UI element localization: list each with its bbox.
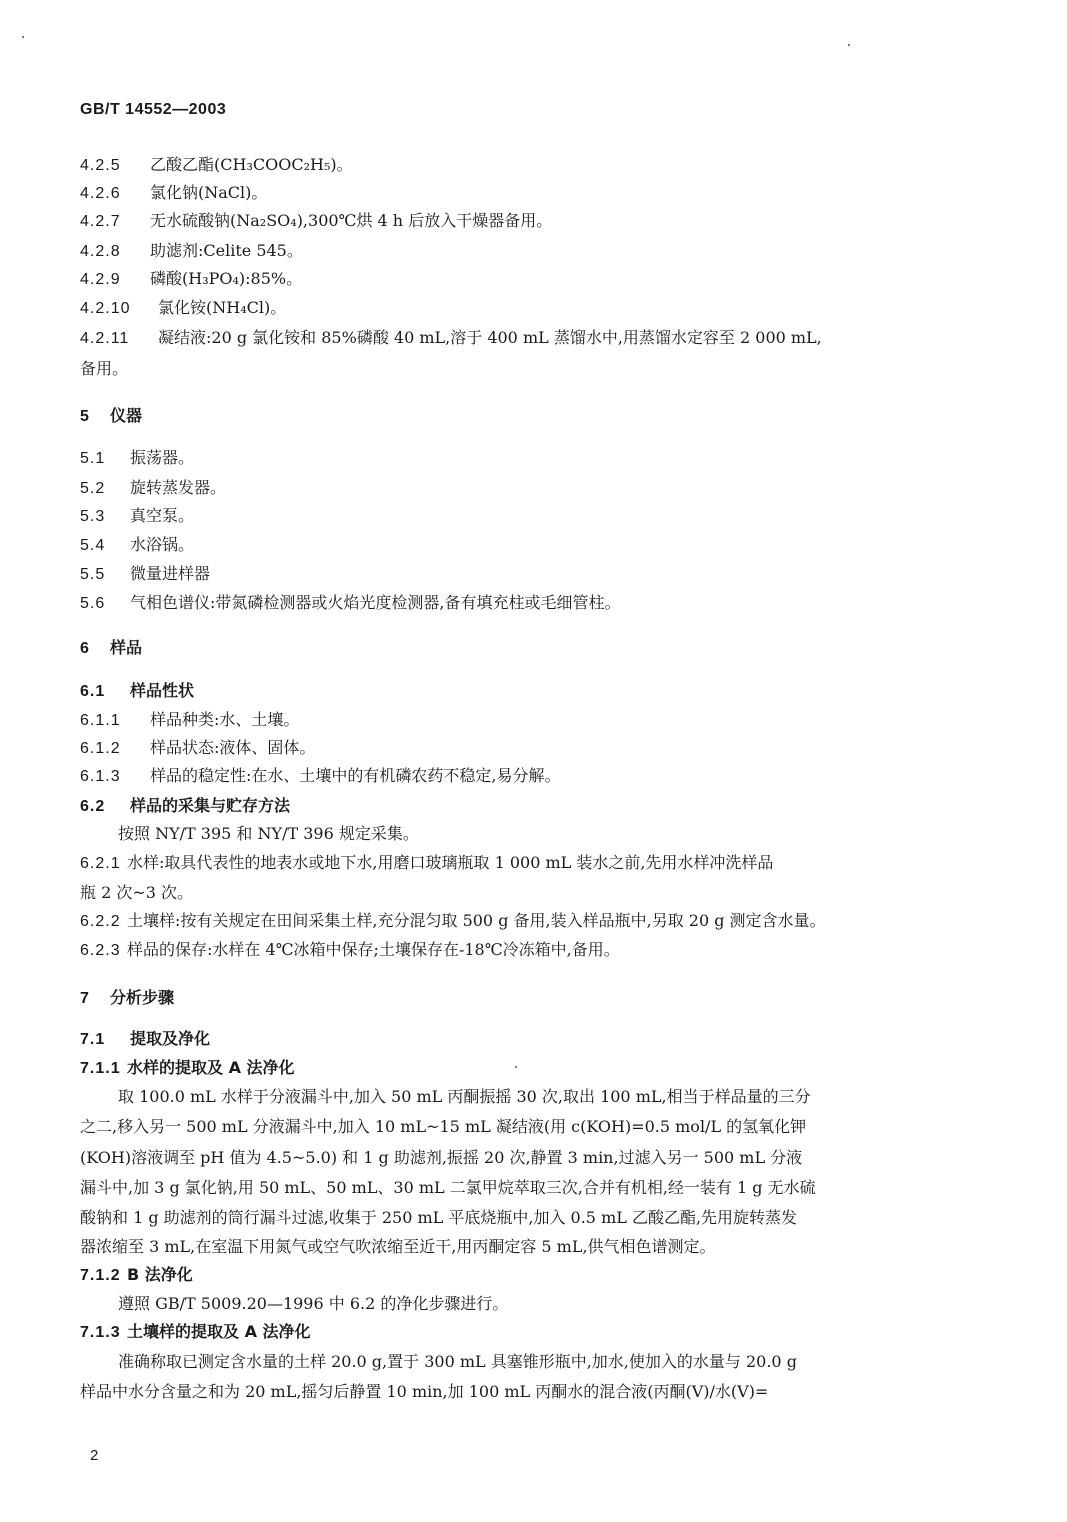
list-item: [80, 738, 960, 759]
clause-number: 7.1.3: [80, 1324, 121, 1341]
list-item: [80, 448, 960, 469]
clause-number: 6.2.1: [80, 855, 121, 872]
subsection-title: 提取及净化: [130, 1029, 211, 1048]
clause-number: 6.2: [80, 798, 106, 815]
paragraph-line: [80, 1382, 960, 1402]
clause-text: 助滤剂:Celite 545。: [150, 241, 303, 260]
list-item: [80, 564, 960, 585]
clause-text: 水样:取具代表性的地表水或地下水,用磨口玻璃瓶取 1 000 mL 装水之前,先用水样冲洗样品: [127, 853, 774, 872]
scan-speck: [22, 36, 24, 38]
list-item: [80, 593, 960, 614]
section-heading: [80, 988, 960, 1009]
clause-text: 氯化钠(NaCl)。: [150, 183, 268, 202]
clause-text: 之二,移入另一 500 mL 分液漏斗中,加入 10 mL~15 mL 凝结液(用 c(KOH)=0.5 mol/L 的氢氧化钾: [80, 1117, 807, 1136]
section-heading: [80, 406, 960, 427]
scan-speck: [848, 44, 850, 46]
clause-text: 磷酸(H₃PO₄):85%。: [150, 269, 303, 288]
clause-number: 4.2.6: [80, 185, 121, 202]
clause-number: 6.1.2: [80, 740, 121, 757]
paragraph-line: [118, 1294, 960, 1314]
section-number: 5: [80, 408, 90, 425]
clause-text: 按照 NY/T 395 和 NY/T 396 规定采集。: [118, 824, 419, 843]
clause-text: 酸钠和 1 g 助滤剂的筒行漏斗过滤,收集于 250 mL 平底烧瓶中,加入 0.5 mL 乙酸乙酯,先用旋转蒸发: [80, 1208, 798, 1227]
list-item: [80, 269, 960, 290]
clause-text: 遵照 GB/T 5009.20—1996 中 6.2 的净化步骤进行。: [118, 1294, 509, 1313]
clause-text: 漏斗中,加 3 g 氯化钠,用 50 mL、50 mL、30 mL 二氯甲烷萃取三次,合并有机相,经一装有 1 g 无水硫: [80, 1178, 816, 1197]
clause-number: 6.1.1: [80, 712, 121, 729]
subsection-heading: [80, 796, 960, 817]
clause-number: 6.1: [80, 683, 106, 700]
clause-text: 氯化铵(NH₄Cl)。: [158, 298, 287, 317]
subsection-title: B 法净化: [127, 1265, 193, 1284]
clause-number: 5.1: [80, 450, 106, 467]
section-title: 分析步骤: [110, 988, 175, 1007]
standard-number: GB/T 14552—2003: [80, 101, 227, 118]
clause-text: 样品种类:水、土壤。: [150, 710, 300, 729]
clause-number: 5.3: [80, 508, 106, 525]
clause-text: 凝结液:20 g 氯化铵和 85%磷酸 40 mL,溶于 400 mL 蒸馏水中,用蒸馏水定容至 2 000 mL,: [158, 328, 822, 347]
list-item: [80, 710, 960, 731]
subsection-heading: [80, 1058, 960, 1079]
paragraph-line: [118, 824, 960, 844]
list-item: [80, 766, 960, 787]
list-item: [80, 155, 960, 176]
clause-text: 微量进样器: [130, 564, 211, 583]
paragraph-line: [80, 1178, 960, 1198]
clause-text: 准确称取已测定含水量的土样 20.0 g,置于 300 mL 具塞锥形瓶中,加水,使加入的水量与 20.0 g: [118, 1352, 797, 1371]
list-item: [80, 535, 960, 556]
clause-number: 5.5: [80, 566, 106, 583]
clause-text: (KOH)溶液调至 pH 值为 4.5~5.0) 和 1 g 助滤剂,振摇 20 次,静置 3 min,过滤入另一 500 mL 分液: [80, 1148, 803, 1167]
list-item: [80, 911, 960, 932]
clause-text: 备用。: [80, 359, 129, 378]
clause-text: 样品的稳定性:在水、土壤中的有机磷农药不稳定,易分解。: [150, 766, 561, 785]
clause-text: 真空泵。: [130, 506, 195, 525]
list-item: [80, 298, 960, 319]
list-item: [80, 478, 960, 499]
clause-number: 4.2.9: [80, 271, 121, 288]
clause-text: 土壤样:按有关规定在田间采集土样,充分混匀取 500 g 备用,装入样品瓶中,另取 20 g 测定含水量。: [127, 911, 826, 930]
clause-number: 5.4: [80, 537, 106, 554]
paragraph-line: [80, 1237, 960, 1257]
subsection-heading: [80, 681, 960, 702]
clause-text: 样品中水分含量之和为 20 mL,摇匀后静置 10 min,加 100 mL 丙酮水的混合液(丙酮(V)/水(V)=: [80, 1382, 769, 1401]
clause-text: 水浴锅。: [130, 535, 195, 554]
subsection-heading: [80, 1029, 960, 1050]
clause-text: 器浓缩至 3 mL,在室温下用氮气或空气吹浓缩至近干,用丙酮定容 5 mL,供气相色谱测定。: [80, 1237, 716, 1256]
clause-number: 4.2.8: [80, 243, 121, 260]
clause-text: 瓶 2 次~3 次。: [80, 883, 194, 902]
continuation-line: [80, 359, 960, 379]
section-heading: [80, 638, 960, 659]
paragraph-line: [118, 1087, 960, 1107]
paragraph-line: [80, 1148, 960, 1168]
list-item: [80, 183, 960, 204]
section-number: 7: [80, 990, 90, 1007]
section-number: 6: [80, 640, 90, 657]
subsection-title: 土壤样的提取及 A 法净化: [127, 1322, 311, 1341]
section-title: 样品: [110, 638, 143, 657]
clause-number: 5.6: [80, 595, 106, 612]
clause-text: 无水硫酸钠(Na₂SO₄),300℃烘 4 h 后放入干燥器备用。: [150, 211, 553, 230]
clause-number: 4.2.7: [80, 213, 121, 230]
clause-number: 4.2.11: [80, 330, 130, 347]
clause-number: 5.2: [80, 480, 106, 497]
list-item: [80, 853, 960, 874]
section-title: 仪器: [110, 406, 143, 425]
list-item: [80, 241, 960, 262]
clause-text: 乙酸乙酯(CH₃COOC₂H₅)。: [150, 155, 353, 174]
clause-number: 4.2.10: [80, 300, 131, 317]
clause-text: 样品的保存:水样在 4℃冰箱中保存;土壤保存在-18℃冷冻箱中,备用。: [127, 940, 620, 959]
clause-text: 样品状态:液体、固体。: [150, 738, 316, 757]
subsection-title: 样品的采集与贮存方法: [130, 796, 291, 815]
clause-text: 气相色谱仪:带氮磷检测器或火焰光度检测器,备有填充柱或毛细管柱。: [130, 593, 621, 612]
clause-text: 旋转蒸发器。: [130, 478, 227, 497]
subsection-title: 样品性状: [130, 681, 195, 700]
paragraph-line: [118, 1352, 960, 1372]
page-number: 2: [90, 1447, 99, 1464]
subsection-title: 水样的提取及 A 法净化: [127, 1058, 295, 1077]
clause-number: 7.1.2: [80, 1267, 121, 1284]
list-item: [80, 328, 960, 349]
list-item: [80, 940, 960, 961]
clause-text: 振荡器。: [130, 448, 195, 467]
continuation-line: [80, 883, 960, 903]
subsection-heading: [80, 1265, 960, 1286]
clause-number: 6.1.3: [80, 768, 121, 785]
clause-number: 7.1.1: [80, 1060, 121, 1077]
clause-number: 7.1: [80, 1031, 106, 1048]
list-item: [80, 211, 960, 232]
clause-number: 6.2.2: [80, 913, 121, 930]
subsection-heading: [80, 1322, 960, 1343]
clause-text: 取 100.0 mL 水样于分液漏斗中,加入 50 mL 丙酮振摇 30 次,取出 100 mL,相当于样品量的三分: [118, 1087, 811, 1106]
paragraph-line: [80, 1208, 960, 1228]
paragraph-line: [80, 1117, 960, 1137]
clause-number: 6.2.3: [80, 942, 121, 959]
list-item: [80, 506, 960, 527]
clause-number: 4.2.5: [80, 157, 121, 174]
